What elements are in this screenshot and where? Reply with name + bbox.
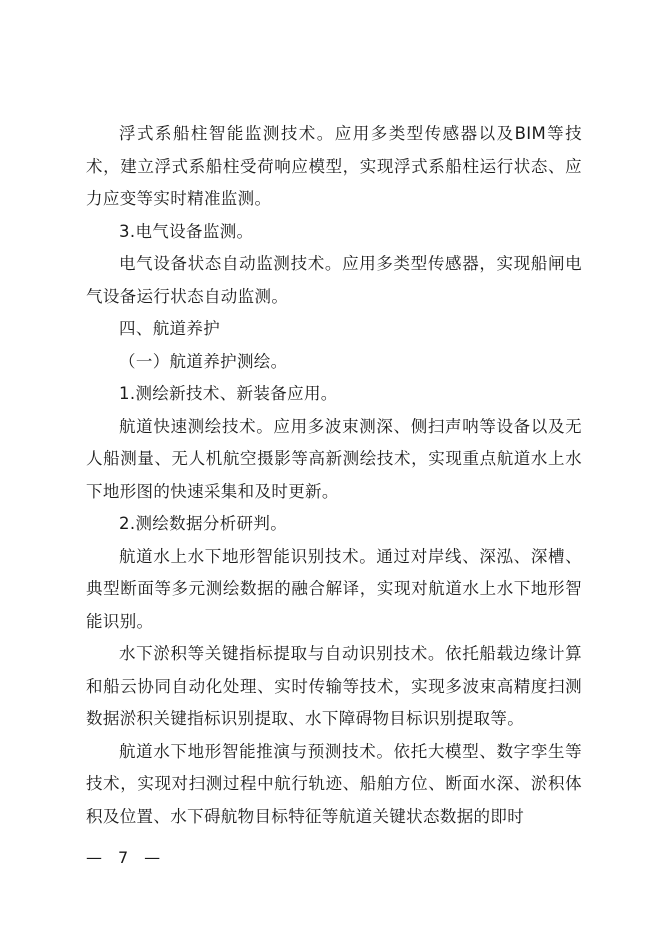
paragraph-siltation-extraction: 水下淤积等关键指标提取与自动识别技术。依托船载边缘计算和船云协同自动化处理、实时传输等技术，实现多波束高精度扫测数据淤积关键指标识别提取、水下障碍物目标识别提取等。	[86, 644, 582, 728]
paragraph-terrain-recognition: 航道水上水下地形智能识别技术。通过对岸线、深泓、深槽、典型断面等多元测绘数据的融合解译，实现对航道水上水下地形智能识别。	[86, 546, 582, 631]
heading-electrical-equipment-monitoring: 3.电气设备监测。	[119, 221, 254, 241]
paragraph-fast-survey: 航道快速测绘技术。应用多波束测深、侧扫声呐等设备以及无人船测量、无人机航空摄影等高新测绘技术，实现重点航道水上水下地形图的快速采集和及时更新。	[86, 416, 582, 501]
heading-survey-data-analysis: 2.测绘数据分析研判。	[119, 514, 288, 533]
paragraph-floating-bollard-monitoring: 浮式系船柱智能监测技术。应用多类型传感器以及BIM等技术，建立浮式系船柱受荷响应模型，实现浮式系船柱运行状态、应力应变等实时精准监测。	[86, 124, 582, 208]
heading-channel-survey: （一）航道养护测绘。	[119, 351, 288, 371]
paragraph-terrain-prediction: 航道水下地形智能推演与预测技术。依托大模型、数字孪生等技术，实现对扫测过程中航行轨迹、船舶方位、断面水深、淤积体积及位置、水下碍航物目标特征等航道关键状态数据的即时	[86, 741, 582, 826]
paragraph-electrical-equipment-monitoring: 电气设备状态自动监测技术。应用多类型传感器，实现船闸电气设备运行状态自动监测。	[86, 254, 582, 306]
document-body	[86, 118, 582, 833]
heading-channel-maintenance: 四、航道养护	[119, 319, 221, 338]
heading-survey-new-technology: 1.测绘新技术、新装备应用。	[119, 384, 338, 403]
page-number: — 7 —	[86, 848, 161, 867]
